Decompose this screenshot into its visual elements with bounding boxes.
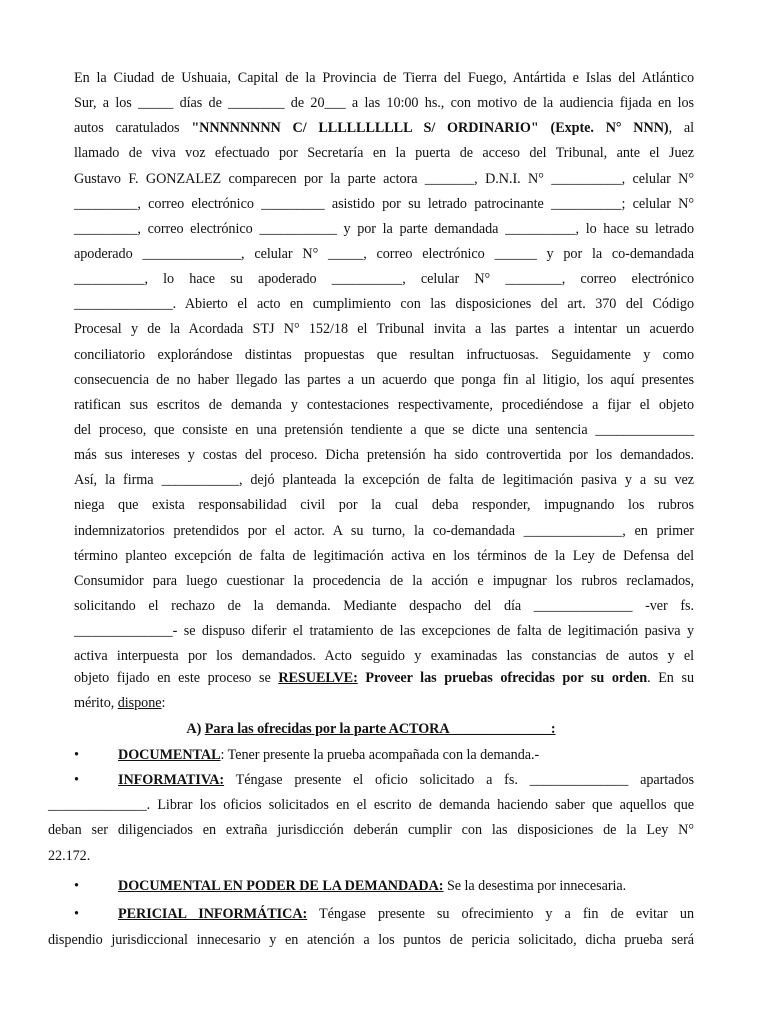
body-line: ______________- se dispuso diferir el tratamiento de las excepciones de falta de legitimación pasiva y [74, 623, 694, 639]
text-run: , al [668, 120, 694, 136]
item-informativa [74, 770, 694, 790]
item-text: Téngase presente el oficio solicitado a fs. ______________ apartados [224, 772, 694, 788]
item-title: INFORMATIVA: [118, 772, 225, 788]
body-line: conciliatorio explorándose distintas propuestas que resultan infructuosas. Seguidamente y como [74, 347, 694, 363]
item-title: DOCUMENTAL EN PODER DE LA DEMANDADA: [118, 878, 444, 894]
body-line: llamado de viva voz efectuado por Secretaría en la puerta de acceso del Tribunal, ante el Juez [74, 145, 694, 161]
body-line: Gustavo F. GONZALEZ comparecen por la parte actora _______, D.N.I. N° __________, celular N° [74, 171, 694, 187]
text-run: objeto fijado en este proceso se [74, 670, 279, 686]
item-text-line: dispendio jurisdiccional innecesario y en atención a los puntos de pericia solicitado, dicha prueba será [48, 932, 694, 948]
body-line: niega que exista responsabilidad civil por la cual deba responder, impugnando los rubros [74, 497, 694, 513]
body-line: activa interpuesta por los demandados. Acto seguido y examinadas las constancias de autos y el [74, 648, 694, 664]
item-text: Téngase presente su ofrecimiento y a fin de evitar un [307, 906, 694, 922]
body-line: Así, la firma ___________, dejó planteada la excepción de falta de legitimación pasiva y a su vez [74, 472, 694, 488]
bullet-icon: • [74, 747, 79, 763]
body-line: _________, correo electrónico ___________ y por la parte demandada __________, lo hace su letrado [74, 221, 694, 237]
body-line: apoderado ______________, celular N° _____, correo electrónico ______ y por la co-demandada [74, 246, 694, 262]
item-documental [74, 745, 694, 765]
body-line: Consumidor para luego cuestionar la procedencia de la acción e impugnar los rubros reclamados, [74, 573, 694, 589]
body-line: Procesal y de la Acordada STJ N° 152/18 el Tribunal invita a las partes a intentar un acuerdo [74, 321, 694, 337]
item-text: Se la desestima por innecesaria. [443, 878, 627, 894]
section-a-prefix: A) [186, 721, 205, 737]
body-line: término planteo excepción de falta de legitimación activa en los términos de la Ley de Defensa del [74, 548, 694, 564]
item-documental-poder [74, 876, 694, 896]
body-line: Sur, a los _____ días de ________ de 20___ a las 10:00 hs., con motivo de la audiencia fijada en los [74, 95, 694, 111]
item-text: : Tener presente la prueba acompañada con la demanda.- [220, 747, 540, 763]
resuelve-line [74, 668, 694, 688]
text-run: : [161, 695, 166, 711]
bullet-icon: • [74, 772, 79, 788]
body-line: solicitando el rechazo de la demanda. Mediante despacho del día ______________ -ver fs. [74, 598, 694, 614]
body-line: _________, correo electrónico _________ asistido por su letrado patrocinante __________; celular N° [74, 196, 694, 212]
body-line: __________, lo hace su apoderado __________, celular N° ________, correo electrónico [74, 271, 694, 287]
item-title: DOCUMENTAL [118, 747, 221, 763]
text-run: autos caratulados [74, 120, 192, 136]
body-line: ______________. Abierto el acto en cumplimiento con las disposiciones del art. 370 del Código [74, 296, 694, 312]
body-line: ratifican sus escritos de demanda y contestaciones respectivamente, procediéndose a fijar el objeto [74, 397, 694, 413]
body-line: del proceso, que consiste en una pretensión tendiente a que se dicte una sentencia ______________ [74, 422, 694, 438]
item-pericial [74, 904, 694, 924]
item-text-line: 22.172. [48, 848, 91, 864]
resuelve-bold-text: Proveer las pruebas ofrecidas por su orden [357, 670, 648, 686]
bullet-icon: • [74, 906, 79, 922]
resuelve-label: RESUELVE: [278, 670, 358, 686]
bullet-icon: • [74, 878, 79, 894]
dispone-label: dispone [117, 695, 162, 711]
text-run: . En su [647, 670, 694, 686]
item-title: PERICIAL INFORMÁTICA: [118, 906, 308, 922]
text-run: mérito, [74, 695, 118, 711]
item-text-line: ______________. Librar los oficios solicitados en el escrito de demanda haciendo saber que aquellos que [48, 797, 694, 813]
merito-line [74, 693, 694, 713]
body-line: más sus intereses y costas del proceso. Dicha pretensión ha sido controvertida por los demandados. [74, 447, 694, 463]
body-line: En la Ciudad de Ushuaia, Capital de la Provincia de Tierra del Fuego, Antártida e Islas del Atlántico [74, 70, 694, 86]
section-a-title: Para las ofrecidas por la parte ACTORA ______________: [204, 721, 556, 737]
case-caption: "NNNNNNNN C/ LLLLLLLLLL S/ ORDINARIO" (Expte. N° NNN) [191, 120, 669, 136]
body-line [74, 118, 694, 138]
section-a-heading [48, 719, 694, 739]
item-text-line: deban ser diligenciados en extraña jurisdicción deberán cumplir con las disposiciones de la Ley N° [48, 822, 694, 838]
body-line: consecuencia de no haber llegado las partes a un acuerdo que ponga fin al litigio, los aquí presentes [74, 372, 694, 388]
body-line: indemnizatorios pretendidos por el actor. A su turno, la co-demandada ______________, en primer [74, 523, 694, 539]
